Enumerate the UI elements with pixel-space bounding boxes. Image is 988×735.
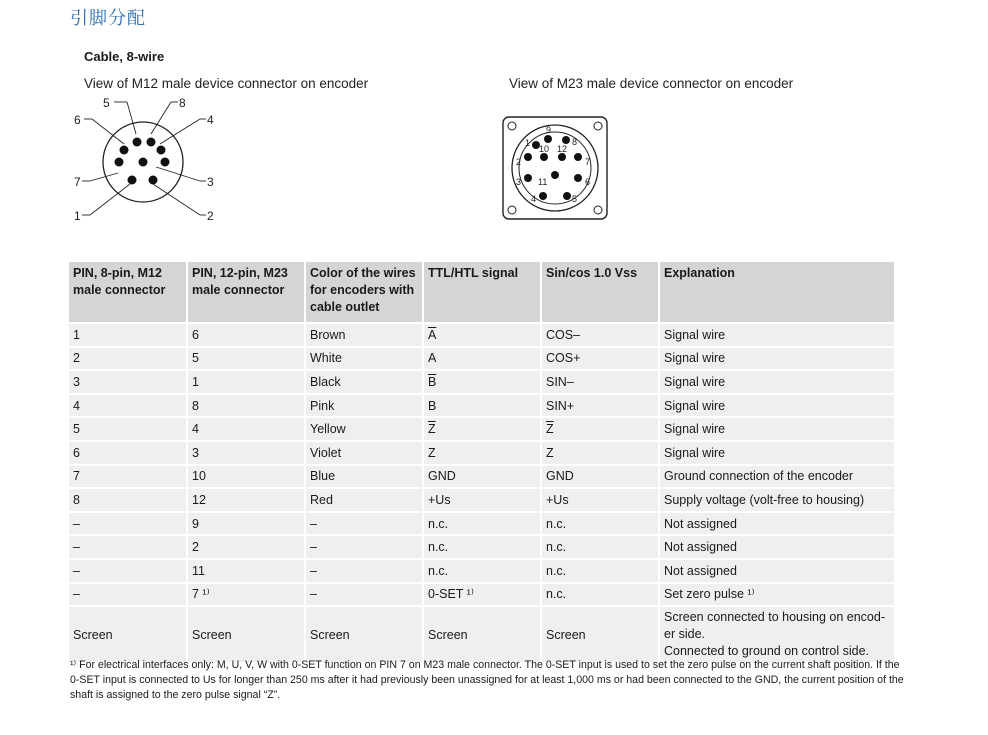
header-explanation: Explanation — [659, 262, 895, 323]
cell-wire-color: Brown — [305, 323, 423, 347]
cell-ttl-htl: 0-SET ¹⁾ — [423, 583, 541, 607]
pin-assignment-table — [69, 262, 896, 662]
m23-pin-6 — [574, 174, 582, 182]
m23-pin-5 — [563, 192, 571, 200]
cell-explanation: Ground connection of the encoder — [659, 465, 895, 489]
m12-pin-3 — [161, 158, 170, 167]
header-sincos: Sin/cos 1.0 Vss — [541, 262, 659, 323]
cell-pin-m12: – — [69, 559, 187, 583]
cell-wire-color: Yellow — [305, 417, 423, 441]
cell-ttl-htl: $\overline{A}$ — [423, 323, 541, 347]
cell-pin-m23: 7 ¹⁾ — [187, 583, 305, 607]
explanation-line: er side. — [664, 627, 705, 642]
m23-pin-11 — [551, 171, 559, 179]
cell-sincos: Screen — [541, 606, 659, 662]
cell-pin-m23: 2 — [187, 535, 305, 559]
cell-explanation: Not assigned — [659, 512, 895, 536]
cell-explanation: Signal wire — [659, 323, 895, 347]
table-header-row — [69, 262, 895, 323]
m23-label-3: 3 — [516, 177, 522, 187]
m12-label-5: 5 — [103, 96, 110, 110]
cell-explanation: Supply voltage (volt-free to housing) — [659, 488, 895, 512]
m12-label-7: 7 — [74, 175, 81, 189]
cell-ttl-htl: +Us — [423, 488, 541, 512]
cell-explanation — [659, 606, 895, 662]
m23-pin-2 — [524, 153, 532, 161]
cell-sincos: SIN– — [541, 370, 659, 394]
footnote-text: For electrical interfaces only: M, U, V, W with 0-SET function on PIN 7 on M23 male connector. The 0-SET input is used to set the zero pulse on the current shaft position. If the 0-SET input is connected to Us for longer than 250 ms after it had previously been unassigned for at least 1,000 ms or had been connected to the GND, the current position of the shaft is assigned to the zero pulse signal “Z”. — [70, 659, 904, 701]
header-pin-m12: PIN, 8-pin, M12 male connector — [69, 262, 187, 323]
header-ttl-htl: TTL/HTL signal — [423, 262, 541, 323]
m23-pin-8 — [562, 136, 570, 144]
table-row — [69, 465, 895, 489]
cell-pin-m12: 7 — [69, 465, 187, 489]
cell-wire-color: – — [305, 535, 423, 559]
cell-ttl-htl: GND — [423, 465, 541, 489]
m12-pin-1 — [128, 176, 137, 185]
m23-mount-hole-bl — [508, 206, 516, 214]
m23-label-7: 7 — [585, 157, 591, 167]
cell-pin-m12: – — [69, 583, 187, 607]
footnote-marker: ¹⁾ — [70, 659, 77, 671]
cell-pin-m12: 1 — [69, 323, 187, 347]
cell-explanation: Not assigned — [659, 535, 895, 559]
m23-pin-12 — [558, 153, 566, 161]
cell-wire-color: White — [305, 347, 423, 371]
m12-pin-6 — [120, 146, 129, 155]
cell-explanation: Set zero pulse ¹⁾ — [659, 583, 895, 607]
m23-label-5: 5 — [572, 194, 578, 204]
m23-pin-10 — [540, 153, 548, 161]
cell-pin-m12: 2 — [69, 347, 187, 371]
m12-pin-8 — [147, 138, 156, 147]
table-row — [69, 323, 895, 347]
cell-wire-color: – — [305, 512, 423, 536]
m12-label-4: 4 — [207, 113, 214, 127]
cell-pin-m23: 4 — [187, 417, 305, 441]
cell-explanation: Signal wire — [659, 347, 895, 371]
cell-ttl-htl: n.c. — [423, 512, 541, 536]
cell-wire-color: Violet — [305, 441, 423, 465]
m12-label-6: 6 — [74, 113, 81, 127]
page-title: 引脚分配 — [70, 8, 146, 29]
cell-ttl-htl: n.c. — [423, 559, 541, 583]
cell-wire-color: Screen — [305, 606, 423, 662]
m23-label-6: 6 — [585, 177, 591, 187]
cell-wire-color: – — [305, 559, 423, 583]
table-row — [69, 441, 895, 465]
cell-pin-m23: 9 — [187, 512, 305, 536]
m23-label-10: 10 — [539, 144, 550, 154]
cell-ttl-htl: Z — [423, 441, 541, 465]
m12-label-3: 3 — [207, 175, 214, 189]
m12-label-1: 1 — [74, 209, 81, 223]
cell-ttl-htl: Screen — [423, 606, 541, 662]
cell-pin-m23: 5 — [187, 347, 305, 371]
cell-pin-m12: 6 — [69, 441, 187, 465]
table-row — [69, 583, 895, 607]
cell-pin-m23: 12 — [187, 488, 305, 512]
table-row — [69, 488, 895, 512]
cell-pin-m23: 10 — [187, 465, 305, 489]
cell-sincos: GND — [541, 465, 659, 489]
explanation-line: Connected to ground on control side. — [664, 644, 869, 659]
m12-pin-center — [139, 158, 148, 167]
cell-sincos: n.c. — [541, 512, 659, 536]
cell-pin-m12: Screen — [69, 606, 187, 662]
cell-pin-m12: 3 — [69, 370, 187, 394]
cell-pin-m23: 8 — [187, 394, 305, 418]
table-row — [69, 370, 895, 394]
m23-connector-diagram — [500, 114, 612, 224]
cell-wire-color: Black — [305, 370, 423, 394]
m23-pin-4 — [539, 192, 547, 200]
cell-explanation: Not assigned — [659, 559, 895, 583]
m12-pin-2 — [149, 176, 158, 185]
cell-wire-color: Pink — [305, 394, 423, 418]
cell-sincos: $\overline{Z}$ — [541, 417, 659, 441]
m23-label-4: 4 — [531, 194, 537, 204]
cell-pin-m12: 8 — [69, 488, 187, 512]
table-row — [69, 394, 895, 418]
cell-pin-m23: 6 — [187, 323, 305, 347]
m12-connector-diagram — [70, 94, 230, 224]
m12-pin-5 — [133, 138, 142, 147]
table-row — [69, 417, 895, 441]
cell-wire-color: Blue — [305, 465, 423, 489]
table-row — [69, 512, 895, 536]
m23-label-2: 2 — [516, 157, 522, 167]
cell-pin-m12: – — [69, 512, 187, 536]
cell-sincos: SIN+ — [541, 394, 659, 418]
m23-pin-7 — [574, 153, 582, 161]
table-row — [69, 347, 895, 371]
cell-pin-m23: 1 — [187, 370, 305, 394]
footnote — [70, 658, 910, 703]
table-row — [69, 559, 895, 583]
m23-mount-hole-tr — [594, 122, 602, 130]
m23-pin-9 — [544, 135, 552, 143]
cell-explanation: Signal wire — [659, 417, 895, 441]
cell-sincos: COS+ — [541, 347, 659, 371]
header-pin-m23: PIN, 12-pin, M23 male connector — [187, 262, 305, 323]
cell-wire-color: – — [305, 583, 423, 607]
cell-wire-color: Red — [305, 488, 423, 512]
cell-pin-m12: 4 — [69, 394, 187, 418]
cell-sincos: Z — [541, 441, 659, 465]
cell-ttl-htl: A — [423, 347, 541, 371]
m12-label-8: 8 — [179, 96, 186, 110]
cell-explanation: Signal wire — [659, 394, 895, 418]
cell-ttl-htl: B — [423, 394, 541, 418]
table-row — [69, 535, 895, 559]
m23-label-11: 11 — [538, 177, 548, 187]
cell-sincos: +Us — [541, 488, 659, 512]
m23-caption: View of M23 male device connector on encoder — [509, 76, 794, 91]
cell-pin-m23: 3 — [187, 441, 305, 465]
cell-ttl-htl: $\overline{B}$ — [423, 370, 541, 394]
cell-pin-m12: – — [69, 535, 187, 559]
cell-sincos: COS– — [541, 323, 659, 347]
m23-pin-3 — [524, 174, 532, 182]
cell-sincos: n.c. — [541, 535, 659, 559]
cell-pin-m12: 5 — [69, 417, 187, 441]
cell-explanation: Signal wire — [659, 441, 895, 465]
header-wire-color: Color of the wires for encoders with cable outlet — [305, 262, 423, 323]
m12-pin-7 — [115, 158, 124, 167]
cell-sincos: n.c. — [541, 559, 659, 583]
cell-explanation: Signal wire — [659, 370, 895, 394]
cell-ttl-htl: $\overline{Z}$ — [423, 417, 541, 441]
m12-caption: View of M12 male device connector on encoder — [84, 76, 369, 91]
section-heading: Cable, 8-wire — [84, 49, 165, 64]
table-row-screen — [69, 606, 895, 662]
cell-pin-m23: Screen — [187, 606, 305, 662]
explanation-line: Screen connected to housing on encod- — [664, 610, 885, 625]
m23-label-12: 12 — [557, 144, 568, 154]
m23-label-9: 9 — [546, 125, 552, 135]
m23-label-8: 8 — [572, 137, 578, 147]
m12-pin-4 — [157, 146, 166, 155]
m23-label-1: 1 — [525, 138, 531, 148]
cell-pin-m23: 11 — [187, 559, 305, 583]
m23-mount-hole-tl — [508, 122, 516, 130]
cell-ttl-htl: n.c. — [423, 535, 541, 559]
m23-mount-hole-br — [594, 206, 602, 214]
cell-sincos: n.c. — [541, 583, 659, 607]
m12-label-2: 2 — [207, 209, 214, 223]
